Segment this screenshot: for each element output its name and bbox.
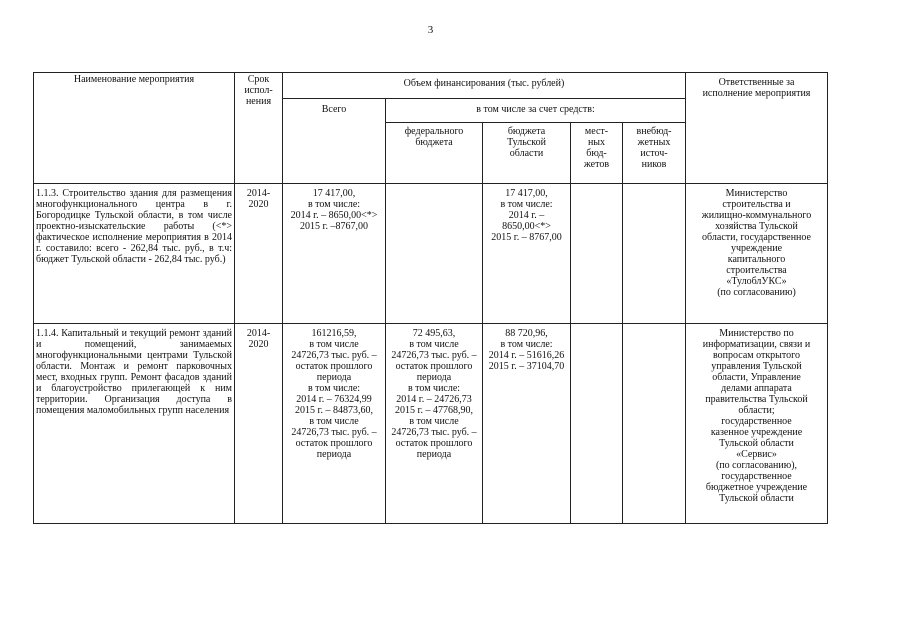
funding-regional xyxy=(483,184,571,324)
cell-line: Ответственные за xyxy=(718,77,795,88)
cell-line: испол- xyxy=(244,85,273,96)
funding-local xyxy=(571,324,623,524)
measure-term xyxy=(235,324,283,524)
cell-line: периода xyxy=(316,372,352,383)
cell-line: 24726,73 тыс. руб. – xyxy=(291,427,377,438)
table-row xyxy=(34,184,828,324)
cell-line: периода xyxy=(416,372,452,383)
table-row xyxy=(34,324,828,524)
funding-federal xyxy=(386,184,483,324)
cell-line: бюджетное учреждение xyxy=(705,482,808,493)
header-regional xyxy=(483,123,571,184)
cell-line: «Сервис» xyxy=(736,449,777,460)
cell-line: жетов xyxy=(583,159,610,170)
cell-line: бюджета xyxy=(507,126,546,137)
measure-name: 1.1.3. Строительство здания для размещения многофункционального центра в г. Богородицке Тульской области, в том числе проектно-изыскательские работы (<*> фактическое исполнение мероприятия в 2014 г. составило: всего - 262,84 тыс. руб., в т.ч: бюджет Тульской области - 262,84 тыс. руб.) xyxy=(34,184,235,324)
cell-line: 2015 г. – 84873,60, xyxy=(295,405,373,416)
cell-line: информатизации, связи и xyxy=(702,339,811,350)
cell-line: делами аппарата xyxy=(721,383,792,394)
cell-line: Тульской области xyxy=(719,493,794,504)
cell-line: «ТулоблУКС» xyxy=(726,276,787,287)
cell-line: 2014 г. – 51616,26 xyxy=(488,350,565,361)
cell-line: 24726,73 тыс. руб. – xyxy=(391,350,477,361)
cell-line: остаток прошлого xyxy=(295,438,373,449)
funding-offbudget xyxy=(623,184,686,324)
cell-line: Тульской области xyxy=(719,438,794,449)
cell-line: ных xyxy=(587,137,606,148)
funding-offbudget xyxy=(623,324,686,524)
cell-line: Министерство xyxy=(725,188,788,199)
cell-line: 2014 г. – 76324,99 xyxy=(296,394,372,405)
cell-line: 2014 г. – 24726,73 xyxy=(396,394,472,405)
cell-line: вопросам открытого xyxy=(713,350,800,361)
funding-local xyxy=(571,184,623,324)
cell-line: в том числе: xyxy=(500,339,553,350)
cell-line: жетных xyxy=(637,137,671,148)
cell-line: Министерство по xyxy=(719,328,794,339)
cell-line: внебюд- xyxy=(636,126,672,137)
header-offbudget xyxy=(623,123,686,184)
funding-total xyxy=(283,184,386,324)
cell-line: в том числе xyxy=(409,339,459,350)
cell-line: строительства xyxy=(726,265,787,276)
cell-line: области; xyxy=(738,405,775,416)
cell-line: ников xyxy=(641,159,667,170)
cell-line: 2014 г. – 8650,00<*> xyxy=(290,210,378,221)
header-term xyxy=(235,73,283,184)
cell-line: остаток прошлого xyxy=(295,361,373,372)
header-local xyxy=(571,123,623,184)
cell-line: 2015 г. – 47768,90, xyxy=(395,405,473,416)
header-responsible xyxy=(686,73,828,184)
header-funding: Объем финансирования (тыс. рублей) xyxy=(283,73,686,99)
cell-line: Тульской xyxy=(507,137,546,148)
cell-line: периода xyxy=(416,449,452,460)
cell-line: в том числе: xyxy=(407,383,461,394)
cell-line: 24726,73 тыс. руб. – xyxy=(291,350,377,361)
funding-regional xyxy=(483,324,571,524)
header-total: Всего xyxy=(283,99,386,184)
cell-line: 2020 xyxy=(248,339,269,350)
cell-line: (по согласованию) xyxy=(717,287,796,298)
header-federal xyxy=(386,123,483,184)
cell-line: области, государственное xyxy=(702,232,811,243)
cell-line: периода xyxy=(316,449,352,460)
cell-line: 17 417,00, xyxy=(312,188,356,199)
cell-line: в том числе xyxy=(409,416,459,427)
cell-line: хозяйства Тульской xyxy=(715,221,798,232)
cell-line: 2015 г. –8767,00 xyxy=(300,221,368,232)
cell-line: учреждение xyxy=(730,243,783,254)
cell-line: в том числе: xyxy=(307,383,361,394)
page-number: 3 xyxy=(427,24,434,36)
cell-line: остаток прошлого xyxy=(395,361,473,372)
cell-line: 8650,00<*> xyxy=(502,221,551,232)
cell-line: 24726,73 тыс. руб. – xyxy=(391,427,477,438)
cell-line: (по согласованию), xyxy=(715,460,798,471)
cell-line: нения xyxy=(245,96,272,107)
cell-line: в том числе: xyxy=(307,199,361,210)
cell-line: казенное учреждение xyxy=(710,427,803,438)
cell-line: строительства и xyxy=(722,199,791,210)
cell-line: 2014- xyxy=(246,328,271,339)
measure-responsible xyxy=(686,324,828,524)
cell-line: в том числе: xyxy=(500,199,553,210)
measure-name: 1.1.4. Капитальный и текущий ремонт зданий и помещений, занимаемых многофункциональными центрами Тульской области. Монтаж и ремонт парковочных мест, входных групп. Ремонт фасадов зданий и благоустройство прилегающей к ним территории. Организация доступа в помещения маломобильных групп населения xyxy=(34,324,235,524)
cell-line: правительства Тульской xyxy=(705,394,808,405)
cell-line: государственное xyxy=(721,416,792,427)
cell-line: управления Тульской xyxy=(711,361,802,372)
cell-line: 2014 г. – xyxy=(508,210,545,221)
cell-line: остаток прошлого xyxy=(395,438,473,449)
cell-line: капитального xyxy=(727,254,786,265)
cell-line: 2014- xyxy=(246,188,271,199)
cell-line: 161216,59, xyxy=(311,328,357,339)
cell-line: в том числе xyxy=(309,339,359,350)
cell-line: бюджета xyxy=(415,137,453,148)
cell-line: источ- xyxy=(640,148,668,159)
header-including: в том числе за счет средств: xyxy=(386,99,686,123)
funding-total xyxy=(283,324,386,524)
cell-line: жилищно-коммунального xyxy=(701,210,812,221)
funding-federal xyxy=(386,324,483,524)
measure-responsible xyxy=(686,184,828,324)
cell-line: 17 417,00, xyxy=(505,188,548,199)
cell-line: области xyxy=(509,148,544,159)
cell-line: 2015 г. – 8767,00 xyxy=(491,232,562,243)
cell-line: области, Управление xyxy=(712,372,801,383)
cell-line: бюд- xyxy=(586,148,607,159)
measures-table xyxy=(33,72,828,524)
cell-line: федерального xyxy=(404,126,464,137)
cell-line: 2020 xyxy=(248,199,269,210)
cell-line: государственное xyxy=(721,471,792,482)
cell-line: в том числе xyxy=(309,416,359,427)
header-name: Наименование мероприятия xyxy=(34,73,235,184)
cell-line: Срок xyxy=(247,74,270,85)
cell-line: 72 495,63, xyxy=(412,328,456,339)
cell-line: 88 720,96, xyxy=(505,328,548,339)
measure-term xyxy=(235,184,283,324)
cell-line: исполнение мероприятия xyxy=(702,88,811,99)
cell-line: 2015 г. – 37104,70 xyxy=(488,361,565,372)
cell-line: мест- xyxy=(584,126,609,137)
